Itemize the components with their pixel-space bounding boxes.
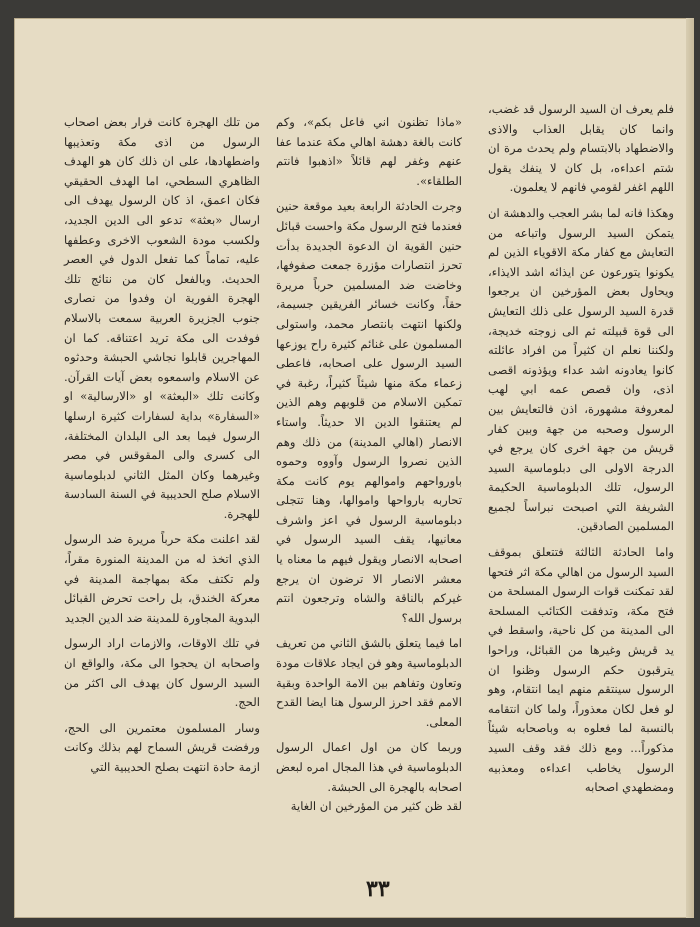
paragraph: وهكذا فانه لما بشر العجب والدهشة ان يتمكن السيد الرسول واتباعه من التعايش مع كفار مكة الاقوياء الذين لم يكونوا يتورعون عن ايذائه اشد الايذاء، ويحاول بعض المؤرخين ان يرجعوا قدرة السيد الرسول على ذلك التعايش الى قوة قبيلته ثم الى زوجته خديجة، ولكننا نعلم ان كثيراً من افراد عائلته كانوا يعادونه اشد عداء ويؤذونه اقصى اذى، وان قصص عمه ابي لهب لمعروفة مشهورة، اذن فالتعايش بين الرسول وصحبه من جهة وبين كفار قريش من جهة اخرى كان يرجع في الدرجة الاولى الى دبلوماسية السيد الرسول، تلك الدبلوماسية الحكيمة الشريفة التي اصبحت نبراساً لجميع المسلمين الصادقين. xyxy=(488,205,674,534)
text-column-middle xyxy=(276,113,462,817)
paragraph: من تلك الهجرة كانت فرار بعض اصحاب الرسول من اذى مكة وتعذيبها واضطهادها، على ان ذلك كان هو الهدف الظاهري السطحي، اما الهدف الحقيقي فكان اعمق، اذ كان الرسول يهدف الى ارسال «بعثة» تدعو الى الدين الجديد، ولكسب مودة الشعوب الاخرى وعطفها عليه، تماماً كما تفعل الدول في العصر الحديث. وبالفعل كان من نتائج تلك الهجرة الفورية ان وفدوا من نصارى جنوب الجزيرة العربية سمعت بالاسلام فوفدت الى مكة تريد اعتناقه. كما ان المهاجرين قابلوا نجاشي الحبشة وحدثوه عن الاسلام واسمعوه بعض آيات القرآن. وكانت تلك «البعثة» او «الارسالية» او «السفارة» بداية لسفارات كثيرة ارسلها الرسول فيما بعد الى البلدان المختلفة، الى كسرى والى المقوقس في مصر وغيرهما وكان المثل الثاني لدبلوماسية الاسلام صلح الحديبية في السنة السادسة للهجرة. xyxy=(64,115,260,521)
paragraph: اما فيما يتعلق بالشق الثاني من تعريف الدبلوماسية وهو فن ايجاد علاقات مودة وتعاون وتفاهم بين الامة الواحدة وبقية الامم فقد احرز الرسول هنا ايضا القدح المعلى. xyxy=(276,636,462,729)
paragraph: لقد اعلنت مكة حرباً مريرة ضد الرسول الذي اتخذ له من المدينة المنورة مقراً، ولم تكتف مكة بمهاجمة المدينة في معركة الخندق، بل راحت تحرض القبائل البدوية المجاورة للمدينة ضد الدين الجديد xyxy=(64,532,260,625)
paragraph: في تلك الاوقات، والازمات اراد الرسول واصحابه ان يحجوا الى مكة، والواقع ان السيد الرسول كان يهدف الى اكثر من الحج. xyxy=(64,636,260,710)
paragraph: واما الحادثة الثالثة فتتعلق بموقف السيد الرسول من اهالي مكة اثر فتحها لقد تمكنت قوات الرسول المسلحة من فتح مكة، وتدفقت الكتائب المسلحة الى المدينة من كل ناحية، واسقط في يد قريش وغيرها من القبائل، وراحوا يترقبون حكم الرسول وظنوا ان الرسول سينتقم منهم ايما انتقام، وهو لو فعل لكان معذوراً، ولما كان انتقامه بالنسبة لما فعلوه به وباصحابه شيئاً مذكوراً... ومع ذلك فقد وقف السيد الرسول يخاطب اعداءه ومعذبيه ومضطهدي اصحابه xyxy=(488,545,674,795)
paragraph: لقد ظن كثير من المؤرخين ان الغاية xyxy=(290,799,462,814)
document-page xyxy=(14,18,694,918)
paragraph: وربما كان من اول اعمال الرسول الدبلوماسية في هذا المجال امره لبعض اصحابه بالهجرة الى الحبشة. xyxy=(276,740,462,794)
text-column-right xyxy=(488,100,674,798)
paragraph: وسار المسلمون معتمرين الى الحج، ورفضت قريش السماح لهم بذلك وكانت ازمة حادة انتهت بصلح الحديبية التي xyxy=(64,720,260,774)
page-edge xyxy=(686,18,694,918)
paragraph: «ماذا تظنون اني فاعل بكم»، وكم كانت بالغة دهشة اهالي مكة عندما عفا عنهم وغفر لهم قائلاً «اذهبوا فانتم الطلقاء». xyxy=(276,115,462,188)
paragraph: وجرت الحادثة الرابعة بعيد موقعة حنين فعندما فتح الرسول مكة واحست قبائل حنين القوية ان الدعوة الجديدة بدأت تحرز انتصارات مؤزرة جمعت صفوفها، وخاضت ضد المسلمين حرباً مريرة حقاً، وكانت خسائر الفريقين جسيمة، ولكنها انتهت بانتصار محمد، واستولى المسلمون على غنائم كثيرة راح يوزعها السيد الرسول على اصحابه، فاعطى زعماء مكة منها شيئاً كثيراً، رغبة في تمكين الاسلام من قلوبهم وهم الذين لم يعتنقوا الدين الا حديثاً. واستاء الانصار (اهالي المدينة) من ذلك وهم الذين نصروا الرسول وآووه وحموه باورواحهم واموالهم يوم كانت مكة تحاربه بارواحها واموالها، وهنا تتجلى دبلوماسية الرسول في اعز واشرف معانيها، يقف السيد الرسول في اصحابه الانصار ويقول فيهم ما معناه يا معشر الانصار الا ترضون ان يرجع غيركم بالناقة والشاه وترجعون انتم برسول الله؟ xyxy=(276,199,462,625)
text-column-left xyxy=(64,113,260,778)
page-number: ٣٣ xyxy=(366,876,390,902)
paragraph: فلم يعرف ان السيد الرسول قد غضب، وانما كان يقابل العذاب والاذى والاضطهاد بالابتسام ولم يحدث مرة ان شتم اعداءه، بل كان لا ينفك يقول اللهم اغفر لقومي فانهم لا يعلمون. xyxy=(488,102,674,195)
